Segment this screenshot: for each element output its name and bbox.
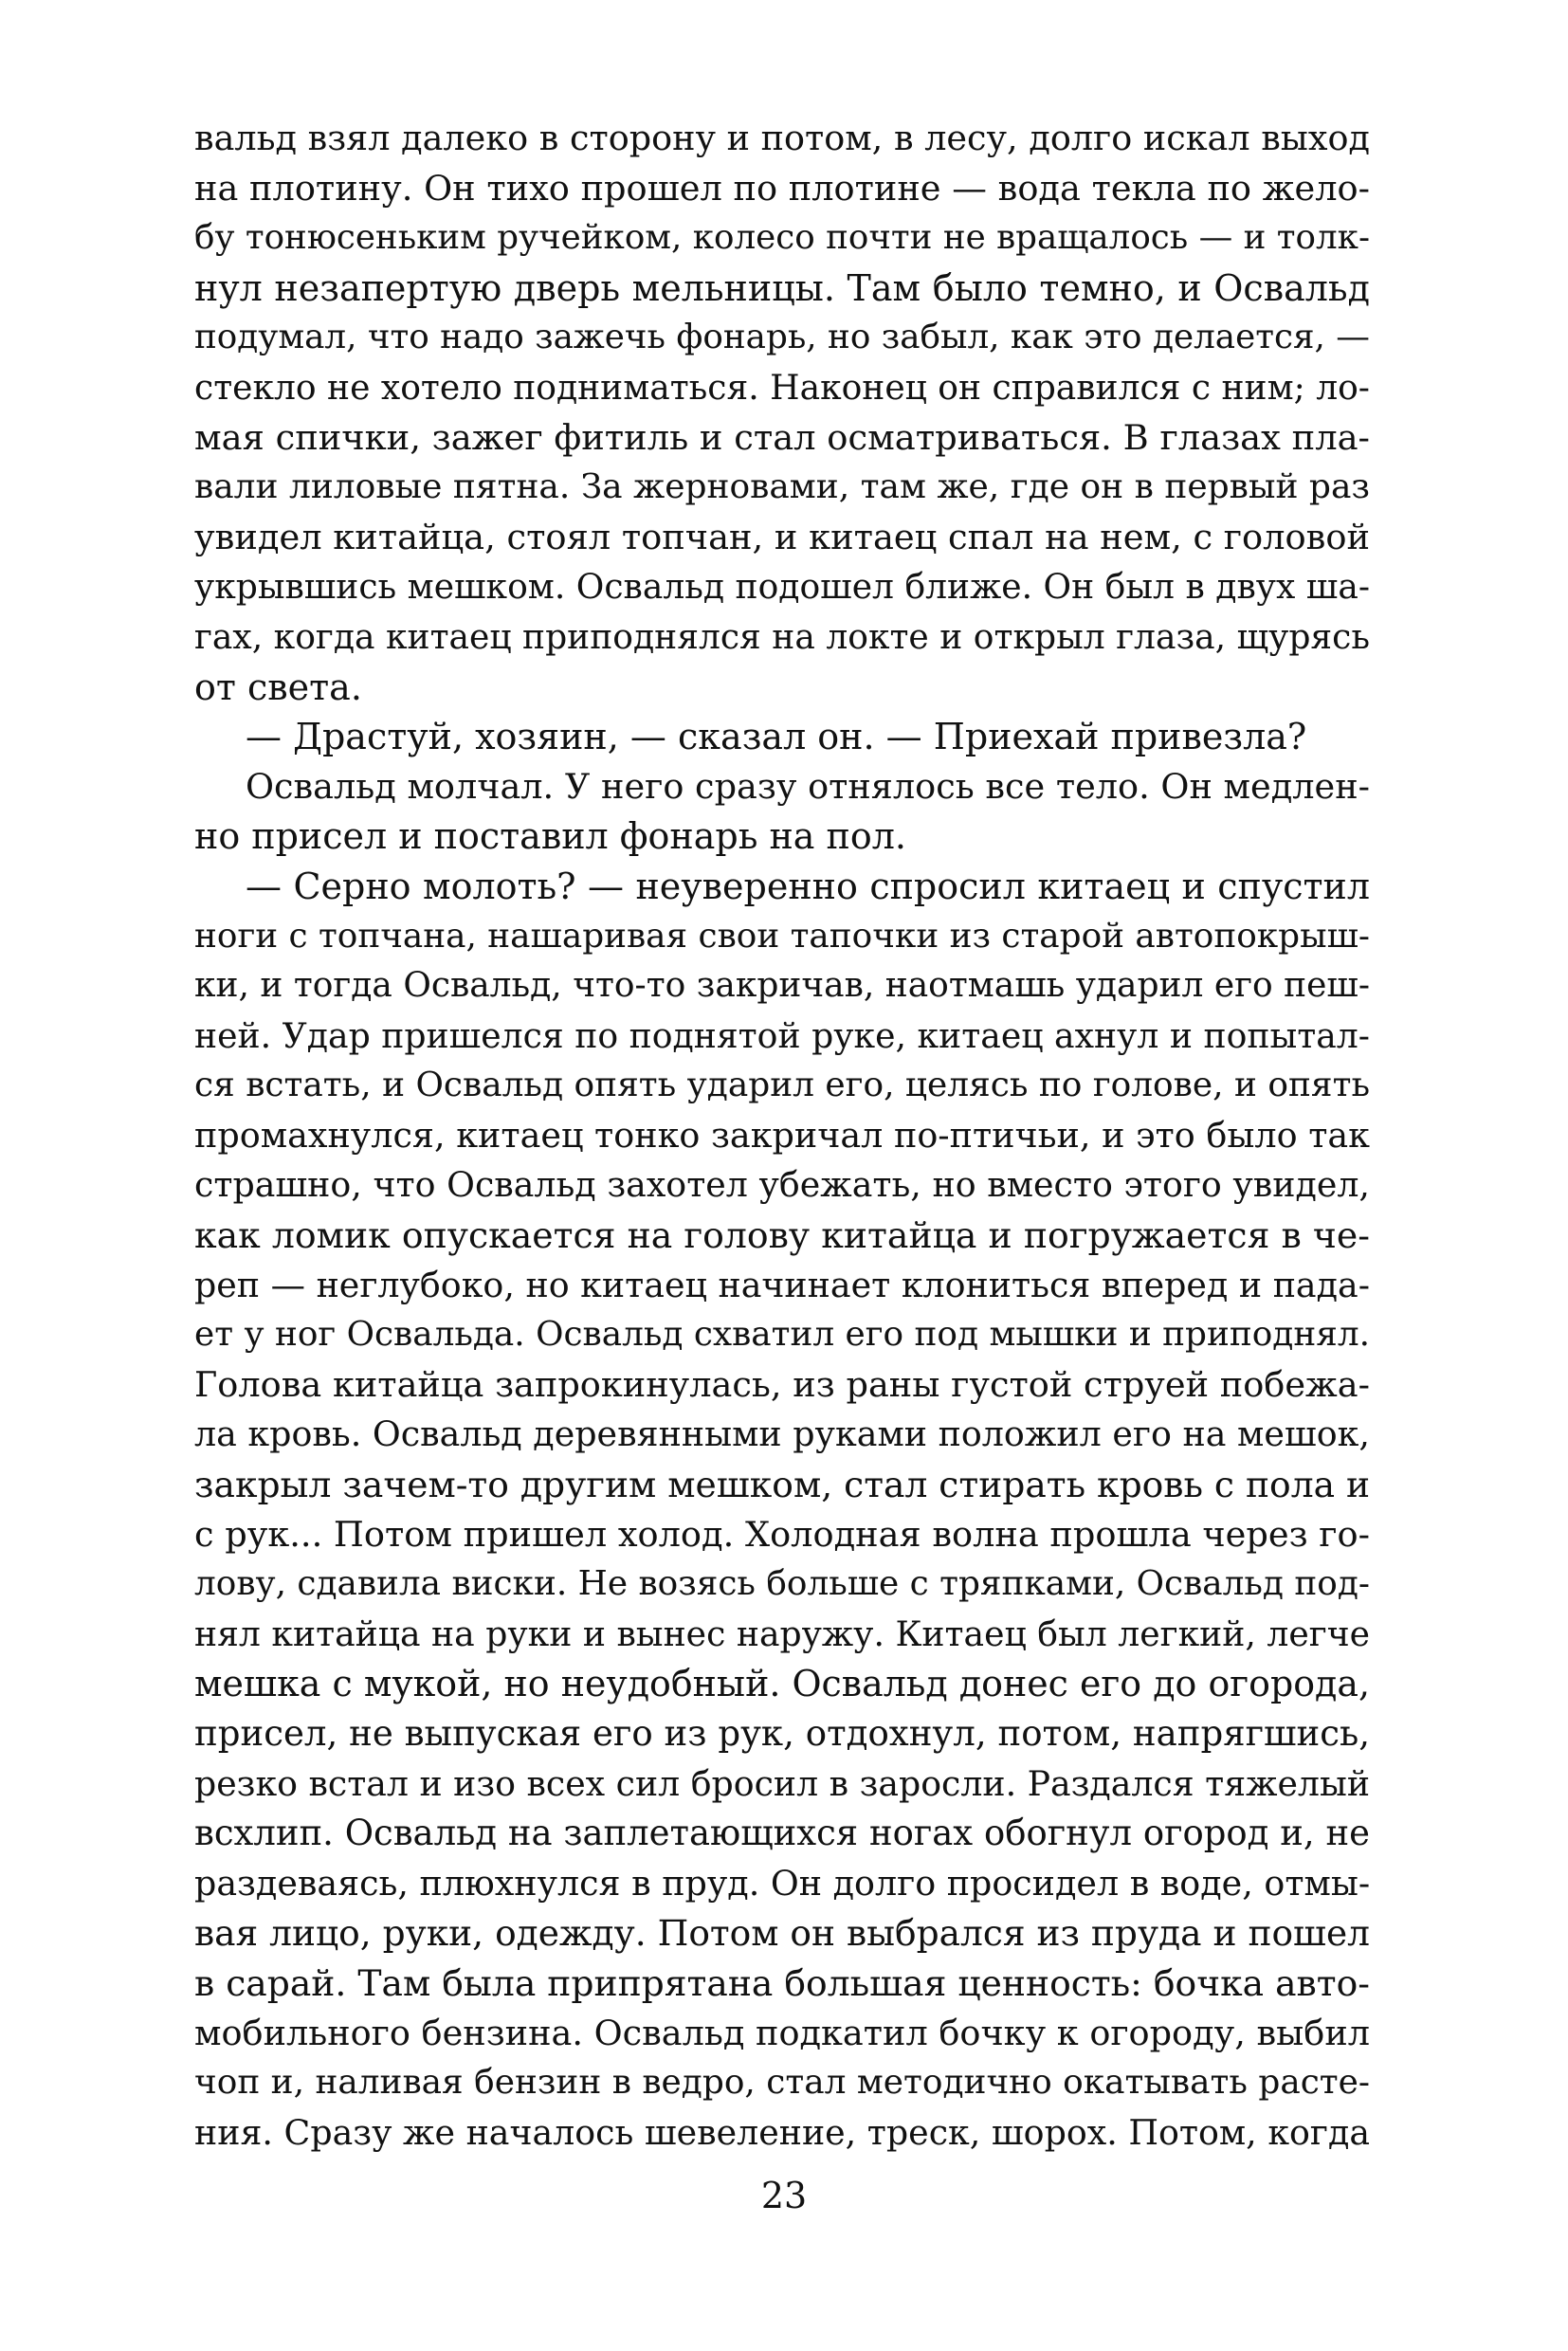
- text-line: нял китайца на руки и вынес наружу. Китаец был легкий, легче: [194, 1613, 1370, 1654]
- text-line: чоп и, наливая бензин в ведро, стал методично окатывать расте-: [194, 2063, 1370, 2103]
- text-line: стекло не хотело подниматься. Наконец он справился с ним; ло-: [194, 367, 1370, 408]
- text-line: бу тонюсеньким ручейком, колесо почти не вращалось — и толк-: [194, 218, 1370, 258]
- page-number: 23: [760, 2175, 808, 2216]
- text-line: с рук... Потом пришел холод. Холодная волна прошла через го-: [194, 1513, 1370, 1555]
- text-line: ки, и тогда Освальд, что-то закричав, наотмашь ударил его пеш-: [194, 966, 1370, 1006]
- text-line: страшно, что Освальд захотел убежать, но вместо этого увидел,: [194, 1164, 1370, 1206]
- text-line: вая лицо, руки, одежду. Потом он выбрался из пруда и пошел: [194, 1912, 1370, 1955]
- text-line: — Серно молоть? — неуверенно спросил китаец и спустил: [246, 865, 1370, 907]
- text-line: нул незапертую дверь мельницы. Там было темно, и Освальд: [194, 266, 1370, 309]
- text-line: в сарай. Там была припрятана большая ценность: бочка авто-: [194, 1961, 1370, 2004]
- text-line: раздеваясь, плюхнулся в пруд. Он долго просидел в воде, отмы-: [194, 1862, 1371, 1904]
- text-line: ся встать, и Освальд опять ударил его, целясь по голове, и опять: [194, 1066, 1370, 1105]
- text-line: мешка с мукой, но неудобный. Освальд донес его до огорода,: [194, 1663, 1370, 1705]
- text-line: промахнулся, китаец тонко закричал по-птичьи, и это было так: [194, 1114, 1370, 1156]
- text-line: мая спички, зажег фитиль и стал осматриваться. В глазах пла-: [194, 416, 1370, 458]
- text-line: ней. Удар пришелся по поднятой руке, китаец ахнул и попытал-: [194, 1014, 1370, 1056]
- text-line: ния. Сразу же началось шевеление, треск, шорох. Потом, когда: [194, 2111, 1370, 2153]
- text-line: ла кровь. Освальд деревянными руками положил его на мешок,: [194, 1413, 1370, 1455]
- text-line: как ломик опускается на голову китайца и погружается в че-: [194, 1214, 1370, 1257]
- text-line: вальд взял далеко в сторону и потом, в лесу, долго искал выход: [194, 118, 1370, 158]
- text-line: от света.: [194, 665, 362, 708]
- text-line: вали лиловые пятна. За жерновами, там же, где он в первый раз: [194, 467, 1370, 507]
- text-line: реп — неглубоко, но китаец начинает клониться вперед и пада-: [194, 1264, 1370, 1305]
- text-line: резко встал и изо всех сил бросил в заросли. Раздался тяжелый: [194, 1762, 1370, 1804]
- body-text: [194, 114, 1370, 2158]
- text-line: — Драстуй, хозяин, — сказал он. — Приехай привезла?: [246, 716, 1307, 758]
- text-line: гах, когда китаец приподнялся на локте и открыл глаза, щурясь: [194, 616, 1370, 657]
- text-line: Освальд молчал. У него сразу отнялось все тело. Он медлен-: [246, 765, 1370, 807]
- text-line: на плотину. Он тихо прошел по плотине — вода текла по жело-: [194, 167, 1370, 209]
- text-line: всхлип. Освальд на заплетающихся ногах обогнул огород и, не: [194, 1813, 1370, 1854]
- text-line: но присел и поставил фонарь на пол.: [194, 815, 906, 858]
- text-line: подумал, что надо зажечь фонарь, но забыл, как это делается, —: [194, 318, 1370, 357]
- text-line: закрыл зачем-то другим мешком, стал стирать кровь с пола и: [194, 1464, 1371, 1506]
- text-line: мобильного бензина. Освальд подкатил бочку к огороду, выбил: [194, 2012, 1370, 2053]
- text-line: увидел китайца, стоял топчан, и китаец спал на нем, с головой: [194, 516, 1370, 557]
- text-line: Голова китайца запрокинулась, из раны густой струей побежа-: [194, 1363, 1370, 1405]
- text-line: ет у ног Освальда. Освальд схватил его под мышки и приподнял.: [194, 1315, 1370, 1355]
- text-line: лову, сдавила виски. Не возясь больше с тряпками, Освальд под-: [194, 1564, 1370, 1604]
- text-line: укрывшись мешком. Освальд подошел ближе. Он был в двух ша-: [194, 567, 1370, 608]
- text-line: ноги с топчана, нашаривая свои тапочки из старой автопокрыш-: [194, 916, 1371, 956]
- text-line: присел, не выпуская его из рук, отдохнул, потом, напрягшись,: [194, 1713, 1370, 1754]
